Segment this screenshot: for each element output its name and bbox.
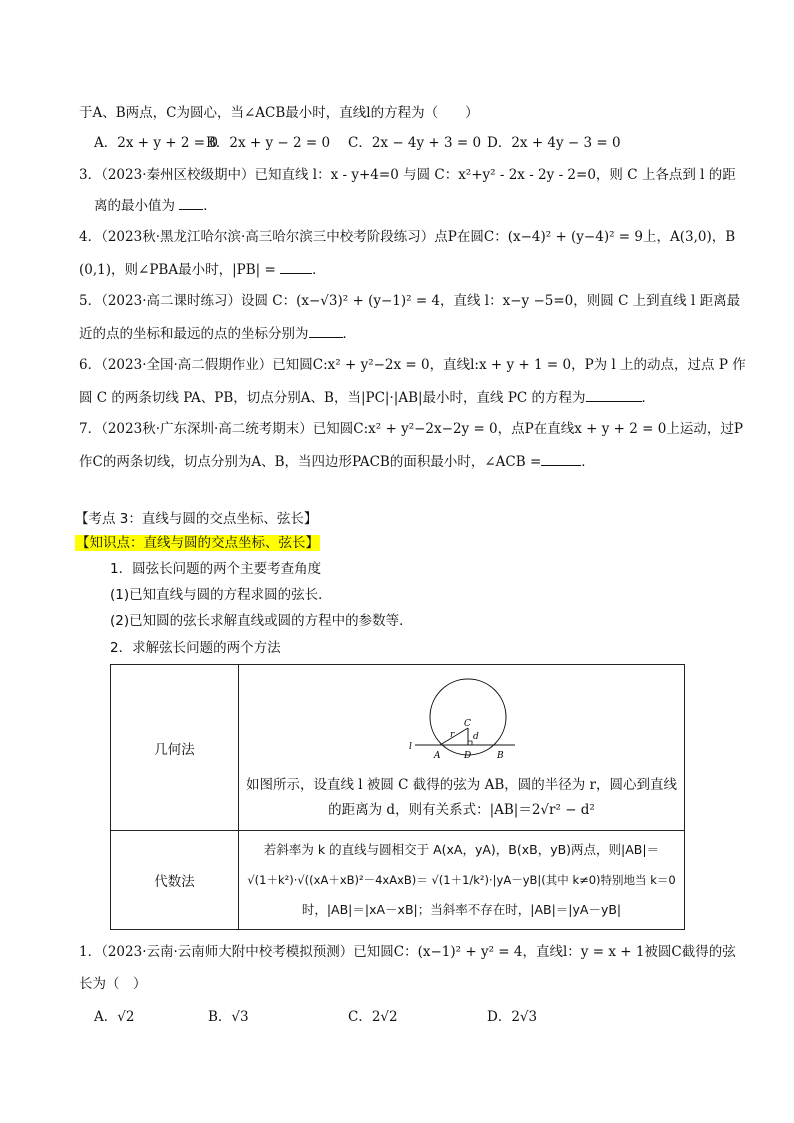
answer-blank[interactable] — [280, 260, 312, 274]
chord-figure — [239, 665, 685, 775]
answer-blank[interactable] — [541, 452, 581, 466]
algebra-method-label: 代数法 — [111, 831, 239, 930]
question-1-line-2: 长为（ ） — [79, 976, 147, 992]
q1-option-b: B．√3 — [208, 1009, 249, 1025]
question-4-line-1: 4．（2023秋·黑龙江哈尔滨·高三哈尔滨三中校考阶段练习）点P在圆C：(x−4)² + (y−4)² = 9上，A(3,0)，B — [79, 229, 736, 245]
answer-blank[interactable] — [179, 196, 203, 210]
label-r: r — [450, 730, 455, 740]
section-heading: 【考点 3：直线与圆的交点坐标、弦长】 — [75, 511, 318, 527]
question-stem-continuation: 于A、B两点，C为圆心，当∠ACB最小时，直线l的方程为（ ） — [79, 105, 479, 121]
question-3-line-1: 3．（2023·秦州区校级期中）已知直线 l：x - y+4=0 与圆 C：x²+y² - 2x - 2y - 2=0，则 C 上各点到 l 的距 — [79, 167, 736, 183]
label-c: C — [464, 719, 471, 729]
answer-blank[interactable] — [586, 388, 642, 402]
geometry-method-cell — [239, 665, 685, 831]
question-7-line-2: 作C的两条切线，切点分别为A、B，当四边形PACB的面积最小时，∠ACB = ． — [79, 454, 595, 470]
question-6-line-2: 圆 C 的两条切线 PA、PB，切点分别A、B，当|PC|·|AB|最小时，直线 PC 的方程为 ． — [79, 390, 656, 406]
knowledge-heading-wrap — [75, 534, 320, 552]
algebra-method-row — [111, 831, 685, 930]
q1-option-c: C．2√2 — [348, 1009, 398, 1025]
knowledge-heading: 【知识点：直线与圆的交点坐标、弦长】 — [76, 535, 319, 551]
chord-length-methods-table — [110, 664, 685, 930]
question-1-line-1: 1．（2023·云南·云南师大附中校考模拟预测）已知圆C：(x−1)² + y² = 4，直线l：y = x + 1被圆C截得的弦 — [79, 944, 736, 960]
algebra-text-1: 若斜率为 k 的直线与圆相交于 A(xA，yA)，B(xB，yB)两点，则|AB|＝ — [263, 842, 660, 857]
question-7-line-1: 7．（2023秋·广东深圳·高二统考期末）已知圆C:x² + y²−2x−2y = 0，点P在直线x + y + 2 = 0上运动，过P — [79, 421, 743, 437]
option-d: D．2x + 4y − 3 = 0 — [487, 135, 621, 151]
q1-option-a: A．√2 — [94, 1009, 135, 1025]
label-d-point: D — [464, 751, 472, 761]
knowledge-line-2: (1)已知直线与圆的方程求圆的弦长． — [110, 587, 332, 603]
algebra-text-2: √(1＋k²)·√((xA＋xB)²－4xAxB)＝ √(1＋1/k²)·|yA－yB|(其中 k≠0)特别地当 k＝0 — [247, 873, 676, 887]
question-4-line-2: (0,1)，则∠PBA最小时，|PB| = ． — [79, 262, 326, 278]
right-angle-mark — [468, 741, 472, 745]
label-d: d — [473, 732, 479, 742]
algebra-method-cell — [239, 831, 685, 930]
label-b: B — [497, 751, 504, 761]
geometry-method-label: 几何法 — [111, 665, 239, 831]
q1-option-d: D．2√3 — [487, 1009, 538, 1025]
question-6-line-1: 6．（2023·全国·高二假期作业）已知圆C:x² + y²−2x = 0，直线l:x + y + 1 = 0，P为 l 上的动点，过点 P 作 — [79, 357, 746, 373]
label-a: A — [434, 751, 441, 761]
label-l: l — [409, 742, 412, 752]
knowledge-line-4: 2．求解弦长问题的两个方法 — [110, 640, 281, 656]
question-5-line-1: 5．（2023·高二课时练习）设圆 C：(x−√3)² + (y−1)² = 4，直线 l：x−y −5=0，则圆 C 上到直线 l 距离最 — [79, 293, 741, 309]
geometry-method-row — [111, 665, 685, 831]
option-b: B．2x + y − 2 = 0 — [206, 135, 331, 151]
question-3-line-2: 离的最小值为 ． — [94, 198, 217, 214]
option-c: C．2x − 4y + 3 = 0 — [348, 135, 482, 151]
geometry-text-2: 的距离为 d，则有关系式：|AB|＝2√r² − d² — [328, 802, 595, 818]
option-a: A．2x + y + 2 = 0 — [94, 135, 218, 151]
answer-blank[interactable] — [309, 324, 343, 338]
geometry-text-1: 如图所示，设直线 l 被圆 C 截得的弦为 AB，圆的半径为 r，圆心到直线 — [245, 777, 678, 793]
knowledge-line-1: 1．圆弦长问题的两个主要考查角度 — [110, 561, 322, 577]
knowledge-line-3: (2)已知圆的弦长求解直线或圆的方程中的参数等． — [110, 613, 413, 629]
algebra-text-3: 时，|AB|＝|xA－xB|；当斜率不存在时，|AB|＝|yA－yB| — [301, 902, 622, 917]
question-5-line-2: 近的点的坐标和最远的点的坐标分别为 ． — [79, 326, 356, 342]
